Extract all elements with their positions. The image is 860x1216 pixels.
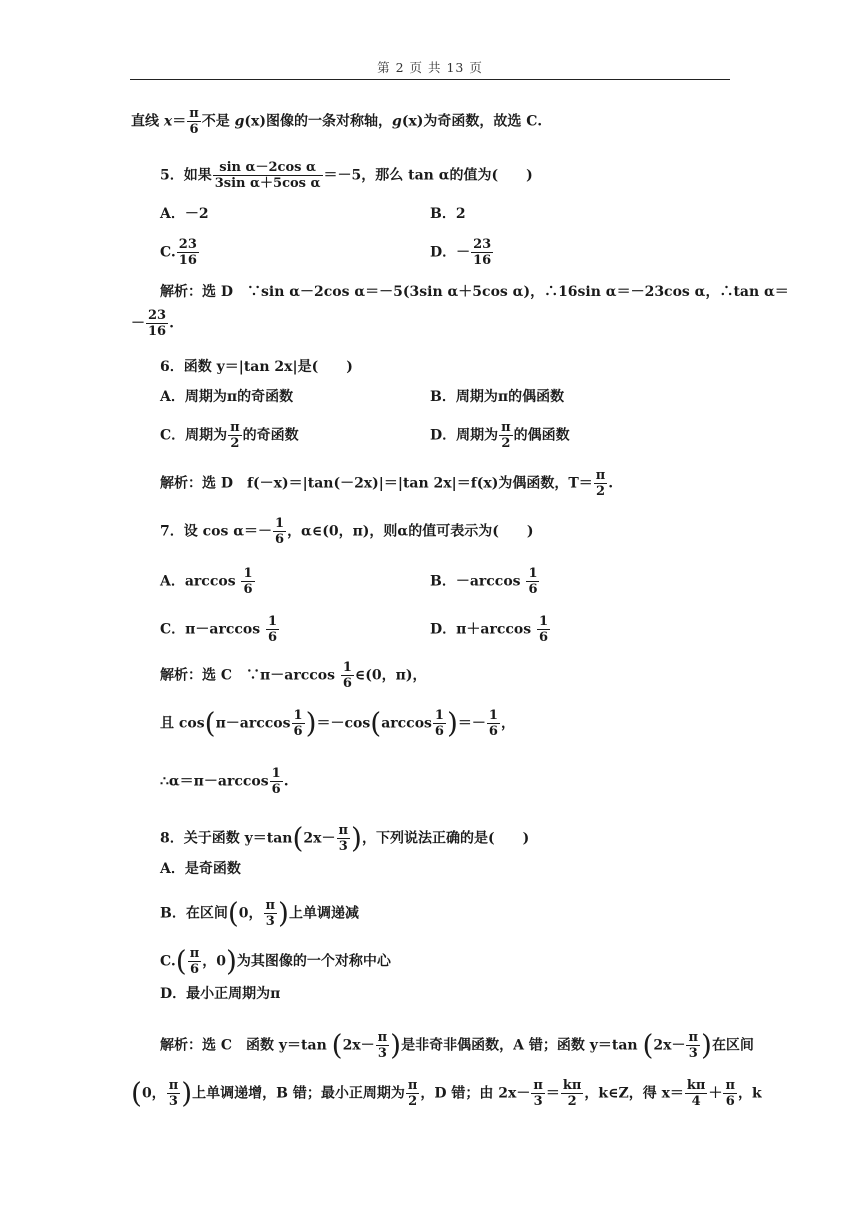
text: 的偶函数 [513, 427, 570, 444]
option-c [160, 614, 280, 645]
denominator: 3sin α＋5cos α [214, 176, 321, 191]
numerator: 1 [538, 614, 549, 629]
fraction [264, 898, 278, 929]
solution-5: 解析：选 D ∵sin α－2cos α＝－5(3sin α＋5cos α)，∴16sin α＝－23cos α，∴tan α＝ [160, 284, 789, 300]
question-5 [160, 160, 533, 191]
text: arccos [381, 715, 432, 732]
fraction [228, 420, 242, 451]
denominator: 6 [275, 532, 285, 547]
option-c [160, 946, 391, 977]
numerator: π [265, 898, 276, 913]
label: A．arccos [160, 573, 241, 590]
text: 的奇函数 [242, 427, 299, 444]
denominator: 6 [725, 1094, 735, 1109]
numerator: 23 [148, 308, 167, 323]
left-paren: ( [131, 1076, 142, 1110]
denominator: 6 [243, 582, 253, 597]
denominator: 6 [271, 782, 281, 797]
numerator: π [338, 823, 349, 838]
label: B．在区间 [160, 905, 228, 922]
label: D．周期为 [430, 427, 499, 444]
fraction [594, 468, 608, 499]
option-d: D．最小正周期为π [160, 986, 281, 1002]
text: 上单调递减 [288, 905, 359, 922]
fraction [146, 308, 168, 339]
denominator: 16 [178, 253, 197, 268]
option-a: A．－2 [160, 206, 209, 222]
numerator: 1 [342, 660, 352, 675]
numerator: 1 [293, 708, 303, 723]
right-paren: ) [701, 1028, 712, 1062]
text: 解析：选 D f(－x)＝|tan(－2x)|＝|tan 2x|＝f(x)为偶函数，T＝ [160, 475, 593, 492]
option-a: A．是奇函数 [160, 861, 241, 877]
label: B．－arccos [430, 573, 526, 590]
text: 上单调递增，B 错；最小正周期为 [192, 1085, 405, 1102]
option-c [160, 237, 200, 268]
right-paren: ) [181, 1076, 193, 1110]
solution-8-line-2 [131, 1078, 762, 1109]
numerator: π [407, 1078, 418, 1093]
denominator: 6 [342, 676, 352, 691]
denominator: 6 [538, 630, 549, 645]
numerator: 1 [528, 566, 538, 581]
left-paren: ( [331, 1028, 343, 1062]
fraction [406, 1078, 420, 1109]
fraction [167, 1078, 181, 1109]
text: ，D 错；由 2x－ [420, 1085, 531, 1102]
left-paren: ( [204, 706, 216, 740]
denominator: 3 [338, 839, 348, 854]
numerator: kπ [686, 1078, 706, 1093]
text: ，α∈(0，π)，则α的值可表示为( ) [287, 523, 534, 540]
denominator: 4 [691, 1094, 701, 1109]
solution-7-line-2 [160, 708, 515, 739]
numerator: π [595, 468, 606, 483]
numerator: 1 [434, 708, 444, 723]
fraction [561, 1078, 584, 1109]
left-paren: ( [292, 821, 304, 855]
text: ，k [737, 1085, 762, 1102]
left-paren: ( [175, 944, 187, 978]
label: C．π－arccos [160, 621, 265, 638]
option-c [160, 420, 299, 451]
numerator: 1 [488, 708, 498, 723]
var-g: g [234, 113, 245, 130]
text: 2x－ [303, 830, 336, 847]
option-a: A．周期为π的奇函数 [160, 389, 294, 405]
solution-7-line-3 [160, 766, 289, 797]
denominator: 16 [473, 253, 492, 268]
numerator: π [688, 1030, 698, 1045]
text: ＝ [172, 113, 187, 130]
solution-7-line-1 [160, 660, 427, 691]
denominator: 3 [168, 1094, 178, 1109]
text: ＋ [708, 1085, 723, 1102]
text: 0， [141, 1085, 166, 1102]
question-6: 6．函数 y＝|tan 2x|是( ) [160, 359, 353, 375]
numerator: π [725, 1078, 735, 1093]
numerator: π [377, 1030, 388, 1045]
fraction [341, 660, 354, 691]
text: 在区间 [711, 1037, 754, 1054]
option-d [430, 420, 570, 451]
right-paren: ) [225, 944, 237, 978]
label: D．π＋arccos [430, 621, 536, 638]
denominator: 6 [267, 630, 278, 645]
numerator: π [230, 420, 240, 435]
fraction [531, 1078, 545, 1109]
fraction [266, 614, 279, 645]
numerator: 1 [275, 516, 285, 531]
numerator: π [189, 106, 199, 121]
text: 为其图像的一个对称中心 [236, 953, 391, 970]
text: 2x－ [342, 1037, 375, 1054]
var-g: g [392, 113, 402, 130]
fraction [270, 766, 283, 797]
option-b [160, 898, 359, 929]
text-line-conclusion [131, 106, 542, 137]
text: 8．关于函数 y＝tan [160, 830, 293, 847]
fraction [376, 1030, 390, 1061]
question-8 [160, 823, 529, 854]
numerator: sin α－2cos α [213, 160, 323, 176]
denominator: 2 [408, 1094, 418, 1109]
page-header: 第 2 页 共 13 页 [377, 60, 483, 75]
text: ，0 [202, 953, 226, 970]
text: 且 cos [160, 715, 205, 732]
denominator: 6 [528, 582, 538, 597]
left-paren: ( [370, 706, 382, 740]
text: － [131, 315, 145, 332]
fraction [273, 516, 286, 547]
fraction [537, 614, 550, 645]
fraction [337, 823, 351, 854]
text: 解析：选 C 函数 y＝tan [160, 1037, 332, 1054]
fraction [471, 237, 493, 268]
text: (x)为奇函数，故选 C. [401, 113, 543, 130]
question-text: ＝－5，那么 tan α的值为( ) [323, 167, 533, 184]
question-number: 5．如果 [160, 167, 212, 184]
solution-6 [160, 468, 613, 499]
solution-8-line-1 [160, 1030, 754, 1061]
denominator: 3 [377, 1046, 387, 1061]
numerator: π [189, 946, 200, 961]
numerator: 1 [243, 566, 253, 581]
text: π－arccos [215, 715, 291, 732]
denominator: 6 [488, 724, 498, 739]
numerator: π [533, 1078, 543, 1093]
solution-5-cont [131, 308, 174, 339]
numerator: 23 [178, 237, 197, 252]
numerator: π [168, 1078, 179, 1093]
var-x: x [163, 113, 173, 130]
text: (x)图像的一条对称轴， [244, 113, 393, 130]
fraction [292, 708, 305, 739]
fraction [188, 946, 202, 977]
option-b: B．周期为π的偶函数 [430, 389, 565, 405]
fraction [177, 237, 199, 268]
text: ＝－cos [316, 715, 371, 732]
fraction [685, 1078, 708, 1109]
numerator: π [501, 420, 511, 435]
fraction [499, 420, 513, 451]
option-d [430, 237, 494, 268]
option-b [430, 566, 540, 597]
fraction [526, 566, 539, 597]
text: ，k∈Z，得 x＝ [584, 1085, 684, 1102]
option-b: B．2 [430, 206, 466, 222]
left-paren: ( [227, 896, 239, 930]
text: ，下列说法正确的是( ) [361, 830, 530, 847]
text: 直线 [131, 113, 164, 130]
numerator: kπ [562, 1078, 582, 1093]
denominator: 6 [189, 122, 199, 137]
label: C. [160, 244, 176, 261]
option-a [160, 566, 256, 597]
text: . [283, 773, 289, 790]
denominator: 2 [230, 436, 240, 451]
numerator: 1 [267, 614, 278, 629]
numerator: 1 [271, 766, 281, 781]
denominator: 3 [265, 914, 275, 929]
right-paren: ) [390, 1028, 402, 1062]
denominator: 2 [596, 484, 606, 499]
label: C．周期为 [160, 427, 228, 444]
fraction [686, 1030, 700, 1061]
text: ∈(0，π)， [354, 667, 427, 684]
fraction [213, 160, 323, 191]
text: 不是 [201, 113, 235, 130]
denominator: 2 [501, 436, 511, 451]
label: C. [160, 953, 176, 970]
fraction [241, 566, 254, 597]
right-paren: ) [351, 821, 362, 855]
header-rule [130, 79, 730, 80]
denominator: 6 [434, 724, 444, 739]
denominator: 6 [189, 962, 199, 977]
text: ， [500, 715, 515, 732]
text: 0， [238, 905, 263, 922]
option-d [430, 614, 551, 645]
fraction [187, 106, 201, 137]
denominator: 6 [293, 724, 303, 739]
fraction [433, 708, 446, 739]
question-7 [160, 516, 533, 547]
denominator: 3 [688, 1046, 698, 1061]
denominator: 2 [567, 1094, 577, 1109]
text: ＝－ [457, 715, 486, 732]
label: D．－ [430, 244, 471, 261]
denominator: 16 [148, 324, 167, 339]
fraction [487, 708, 500, 739]
text: ∴α＝π－arccos [160, 773, 269, 790]
right-paren: ) [305, 706, 317, 740]
text: ＝ [545, 1085, 560, 1102]
right-paren: ) [278, 896, 289, 930]
text: 是非奇非偶函数，A 错；函数 y＝tan [401, 1037, 643, 1054]
left-paren: ( [642, 1028, 654, 1062]
text: 7．设 cos α＝－ [160, 523, 273, 540]
text: 解析：选 C ∵π－arccos [160, 667, 340, 684]
text: . [169, 315, 174, 332]
text: . [608, 475, 614, 492]
right-paren: ) [446, 706, 458, 740]
text: 2x－ [653, 1037, 686, 1054]
numerator: 23 [473, 237, 492, 252]
fraction [723, 1078, 737, 1109]
denominator: 3 [533, 1094, 543, 1109]
